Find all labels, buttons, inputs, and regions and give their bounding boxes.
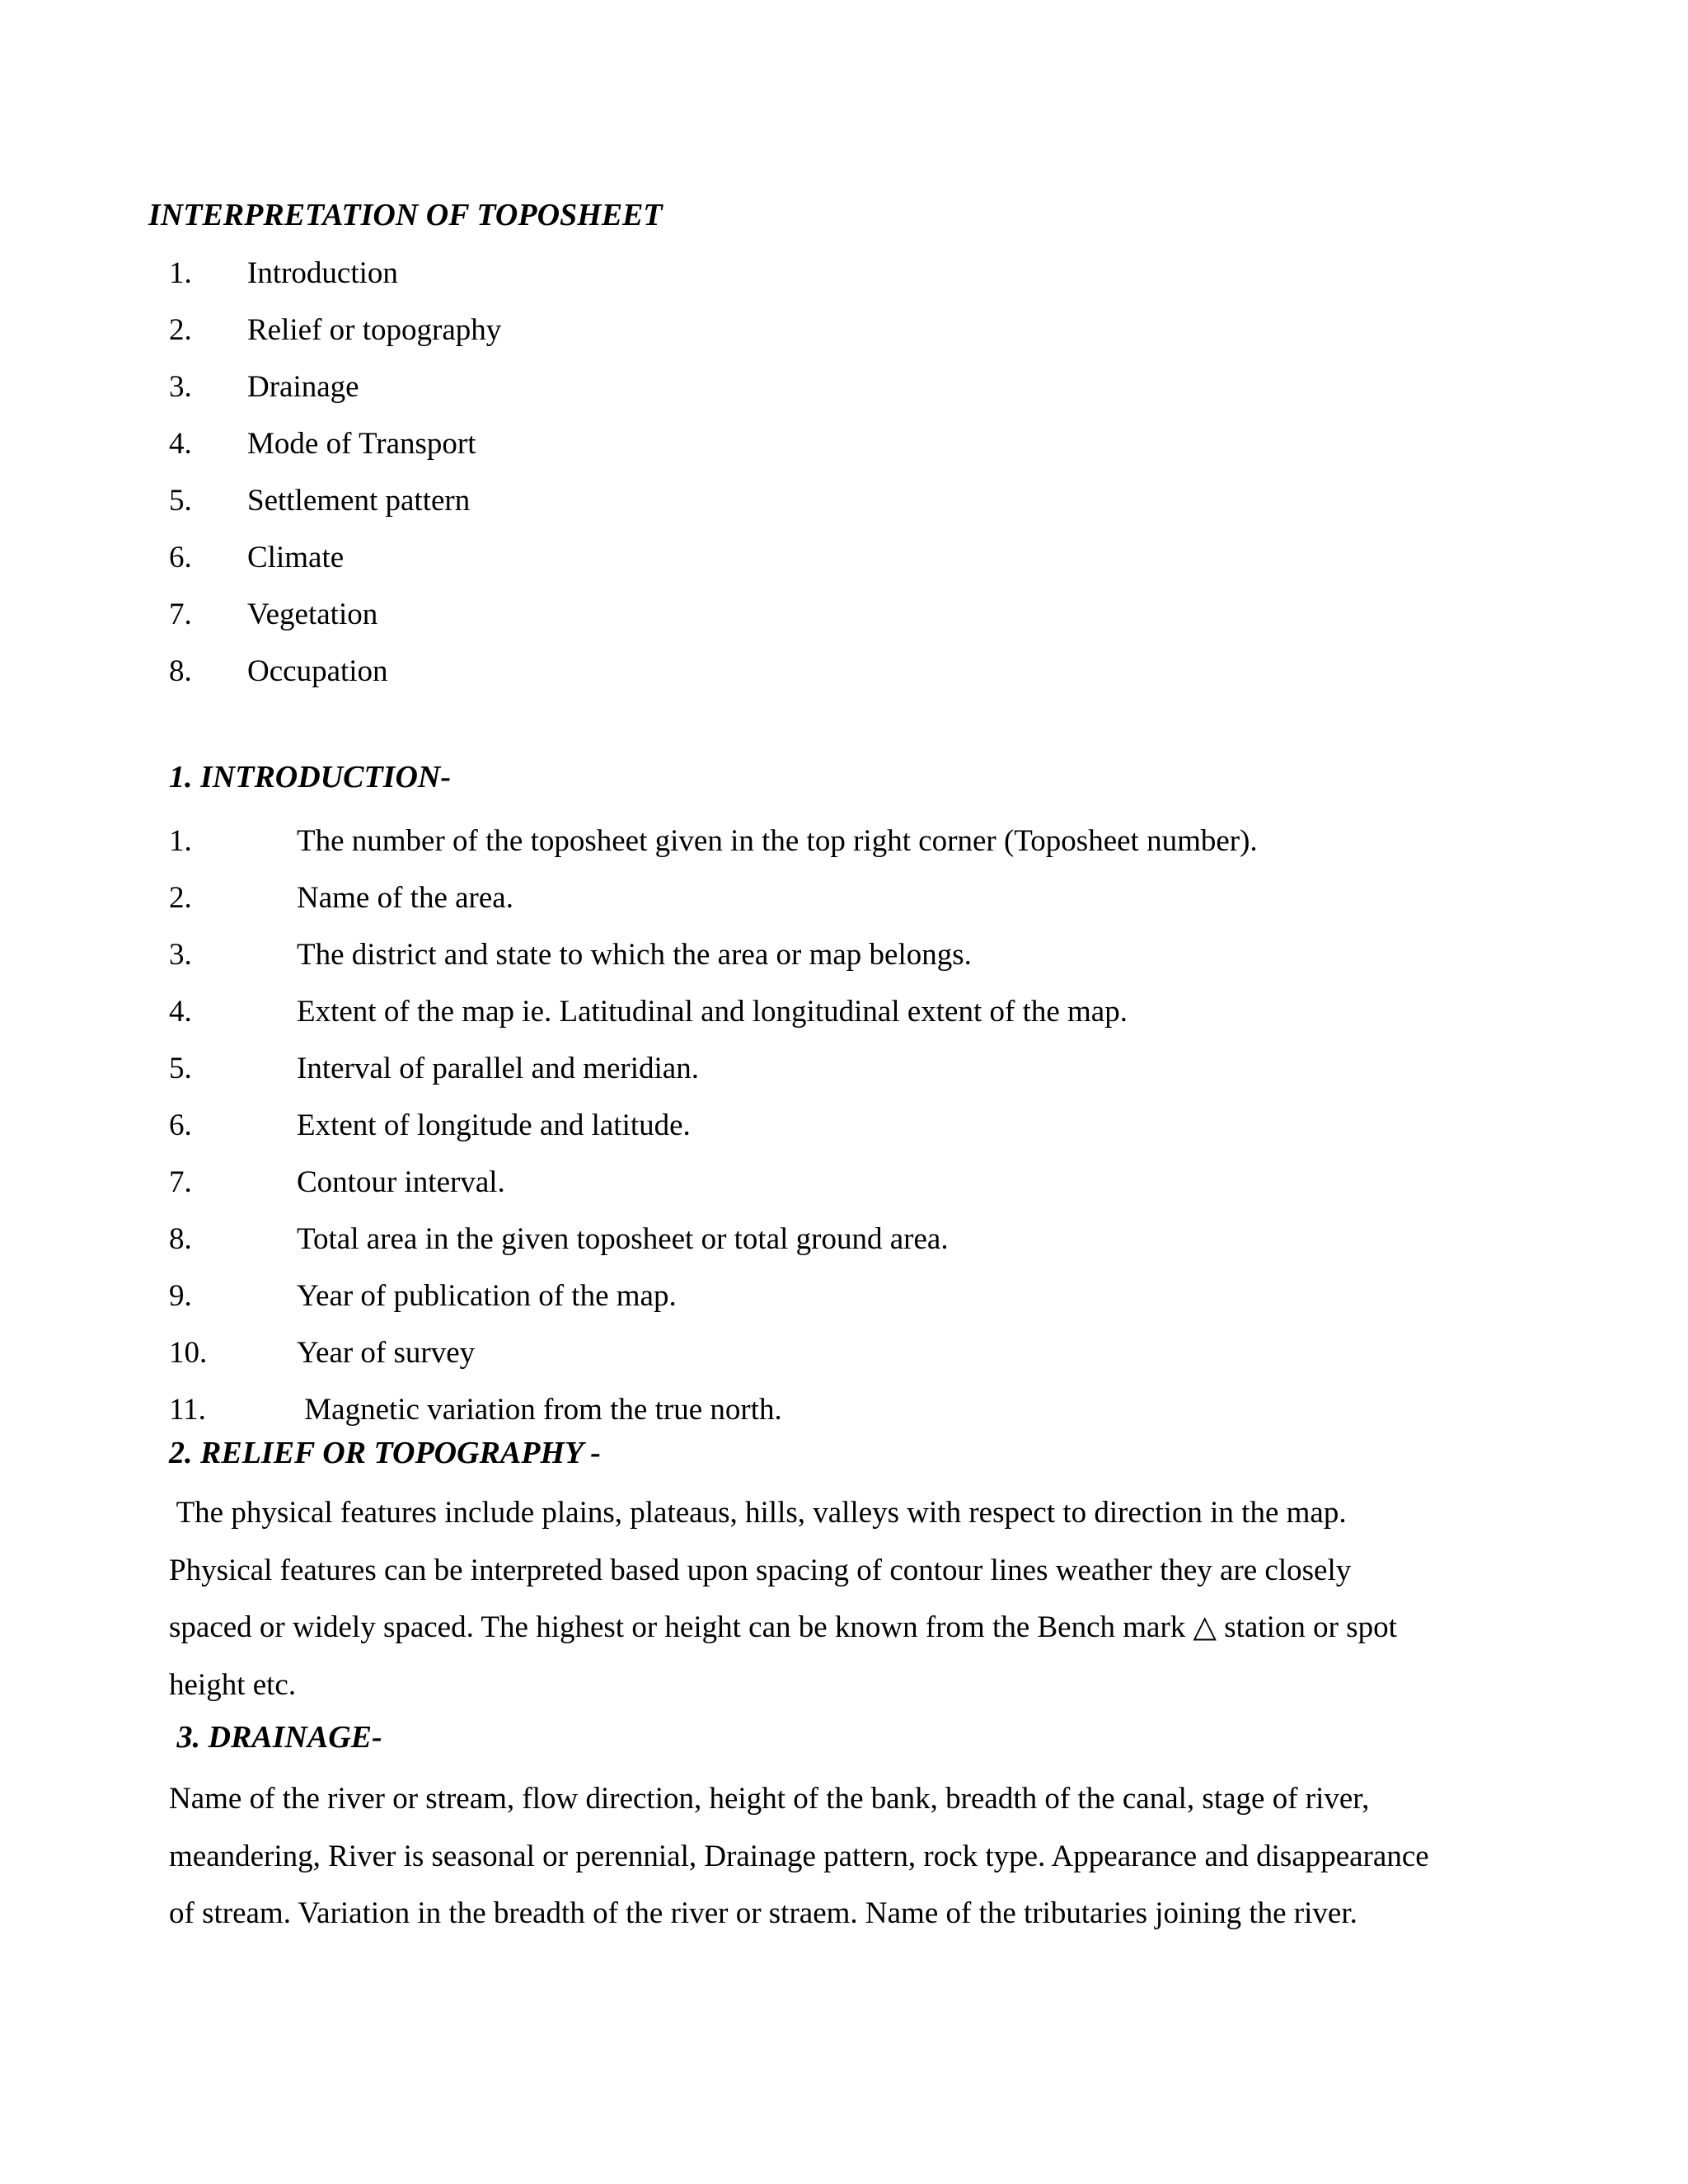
list-item	[169, 930, 1258, 987]
toc-item-text: Vegetation	[247, 598, 378, 631]
list-item	[169, 1215, 1258, 1272]
drainage-heading: 3. DRAINAGE-	[169, 1720, 382, 1755]
list-item-number: 11.	[169, 1393, 206, 1427]
list-item	[169, 1329, 1258, 1385]
toc-item	[169, 476, 501, 533]
toc-item	[169, 419, 501, 476]
relief-paragraph	[169, 1484, 1537, 1713]
list-item-text: Extent of the map ie. Latitudinal and longitudinal extent of the map.	[297, 995, 1128, 1029]
toc-item-text: Relief or topography	[247, 313, 502, 347]
document-title: INTERPRETATION OF TOPOSHEET	[148, 198, 663, 232]
list-item	[169, 1272, 1258, 1329]
list-item-number: 10.	[169, 1336, 208, 1370]
list-item-text: Year of publication of the map.	[297, 1279, 677, 1313]
toc-item-number: 2.	[169, 313, 192, 347]
list-item-text: Magnetic variation from the true north.	[297, 1393, 782, 1427]
toc-item-text: Settlement pattern	[247, 484, 471, 518]
list-item-text: Name of the area.	[297, 881, 513, 915]
toc-item-text: Introduction	[247, 256, 398, 290]
toc-item	[169, 306, 501, 363]
toc-item	[169, 249, 501, 306]
paragraph-line: spaced or widely spaced. The highest or height can be known from the Bench mark △ station or spot	[169, 1610, 1397, 1644]
introduction-heading: 1. INTRODUCTION-	[169, 760, 451, 794]
toc-item-number: 3.	[169, 370, 192, 404]
paragraph-line: Physical features can be interpreted based upon spacing of contour lines weather they are closely	[169, 1553, 1352, 1587]
toc-item-text: Drainage	[247, 370, 359, 404]
list-item-text: Total area in the given toposheet or total ground area.	[297, 1222, 949, 1256]
toc-item-text: Climate	[247, 541, 345, 574]
toc-item-number: 7.	[169, 598, 192, 631]
table-of-contents	[169, 249, 501, 704]
list-item-text: Contour interval.	[297, 1165, 505, 1199]
list-item-number: 6.	[169, 1108, 192, 1142]
toc-item	[169, 647, 501, 704]
toc-item-number: 8.	[169, 654, 192, 688]
toc-item-number: 6.	[169, 541, 192, 574]
list-item	[169, 874, 1258, 930]
toc-item-text: Mode of Transport	[247, 427, 476, 461]
paragraph-line: The physical features include plains, plateaus, hills, valleys with respect to direction in the map.	[169, 1496, 1347, 1530]
list-item-number: 5.	[169, 1052, 192, 1085]
toc-item-number: 4.	[169, 427, 192, 461]
paragraph-line: meandering, River is seasonal or perennial, Drainage pattern, rock type. Appearance and disappearance	[169, 1839, 1429, 1873]
list-item-number: 3.	[169, 938, 192, 972]
list-item	[169, 1101, 1258, 1158]
relief-heading: 2. RELIEF OR TOPOGRAPHY -	[169, 1436, 601, 1470]
introduction-list	[169, 817, 1258, 1442]
list-item-number: 1.	[169, 824, 192, 858]
toc-item-number: 1.	[169, 256, 192, 290]
list-item-text: Interval of parallel and meridian.	[297, 1052, 699, 1085]
list-item-number: 7.	[169, 1165, 192, 1199]
list-item-number: 4.	[169, 995, 192, 1029]
toc-item	[169, 590, 501, 647]
list-item	[169, 1158, 1258, 1215]
list-item	[169, 817, 1258, 874]
drainage-paragraph	[169, 1770, 1537, 1943]
list-item-text: The district and state to which the area or map belongs.	[297, 938, 972, 972]
list-item	[169, 1044, 1258, 1101]
list-item	[169, 987, 1258, 1044]
paragraph-line: height etc.	[169, 1667, 297, 1702]
list-item-number: 2.	[169, 881, 192, 915]
paragraph-line: Name of the river or stream, flow direction, height of the bank, breadth of the canal, stage of river,	[169, 1782, 1370, 1816]
list-item-text: Extent of longitude and latitude.	[297, 1108, 691, 1142]
list-item-text: The number of the toposheet given in the top right corner (Toposheet number).	[297, 824, 1258, 858]
toc-item-number: 5.	[169, 484, 192, 518]
list-item-number: 8.	[169, 1222, 192, 1256]
toc-item	[169, 533, 501, 590]
list-item-number: 9.	[169, 1279, 192, 1313]
paragraph-line: of stream. Variation in the breadth of the river or straem. Name of the tributaries joining the river.	[169, 1896, 1357, 1930]
toc-item	[169, 363, 501, 419]
list-item-text: Year of survey	[297, 1336, 476, 1370]
toc-item-text: Occupation	[247, 654, 388, 688]
